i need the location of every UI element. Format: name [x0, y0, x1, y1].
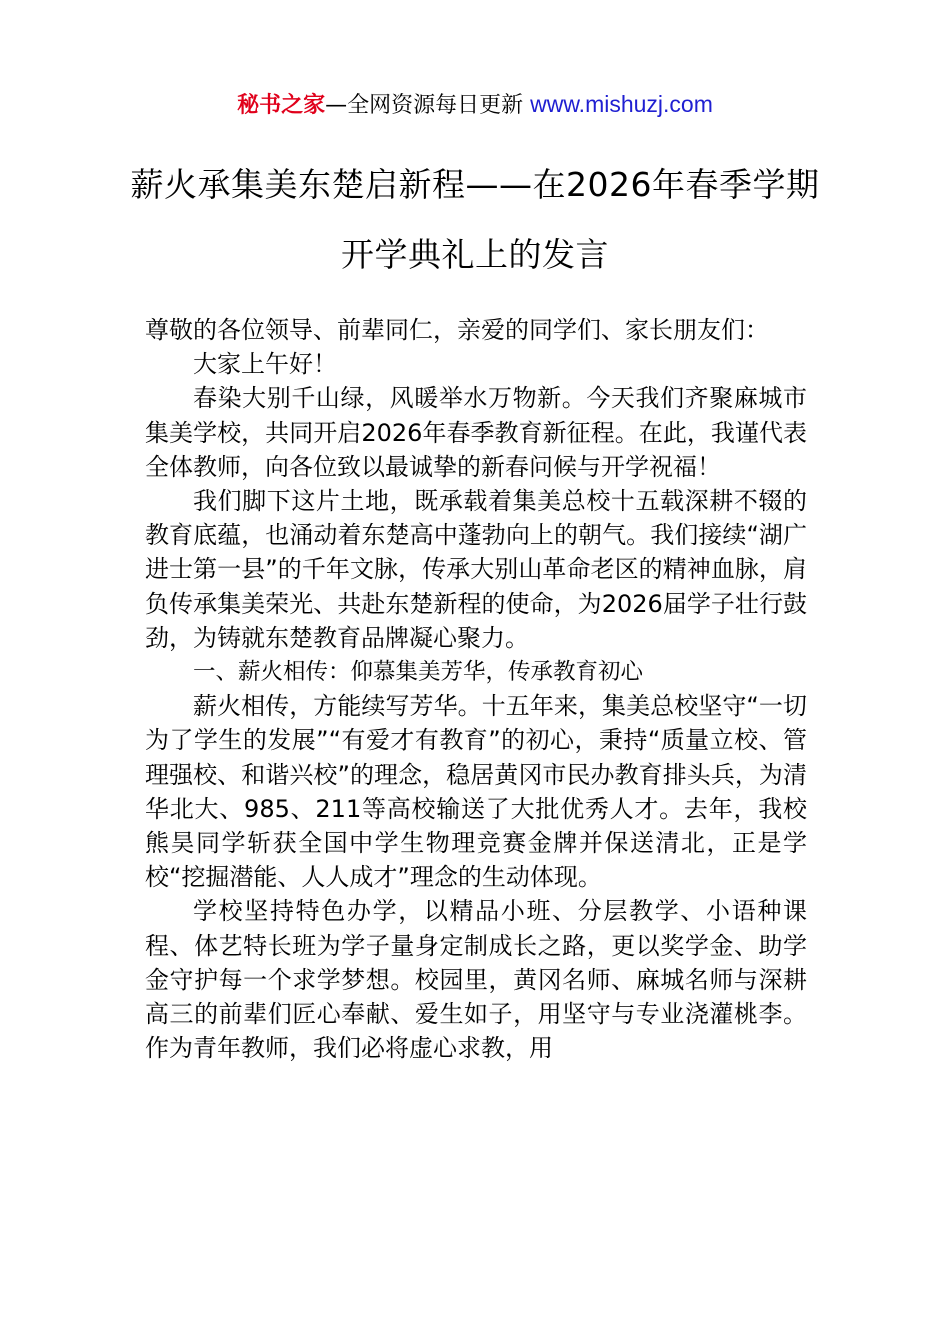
header-tagline: —全网资源每日更新	[325, 93, 531, 118]
watermark-header	[0, 88, 950, 122]
brand-name: 秘书之家	[237, 93, 326, 118]
greeting-paragraph: 大家上午好！	[193, 350, 337, 379]
body-paragraph: 我们脚下这片土地，既承载着集美总校十五载深耕不辍的教育底蕴，也涌动着东楚高中蓬勃向上的朝气。我们接续“湖广进士第一县”的千年文脉，传承大别山革命老区的精神血脉，肩负传承集美荣光、共赴东楚新程的使命，为2026届学子壮行鼓劲，为铸就东楚教育品牌凝心聚力。	[145, 487, 807, 652]
document-title: 薪火承集美东楚启新程——在2026年春季学期开学典礼上的发言	[130, 165, 820, 274]
section-heading: 一、薪火相传：仰慕集美芳华，传承教育初心	[193, 659, 644, 686]
body-paragraph: 春染大别千山绿，风暖举水万物新。今天我们齐聚麻城市集美学校，共同开启2026年春季教育新征程。在此，我谨代表全体教师，向各位致以最诚挚的新春问候与开学祝福！	[145, 384, 807, 481]
body-paragraph: 学校坚持特色办学，以精品小班、分层教学、小语种课程、体艺特长班为学子量身定制成长之路，更以奖学金、助学金守护每一个求学梦想。校园里，黄冈名师、麻城名师与深耕高三的前辈们匠心奉献、爱生如子，用坚守与专业浇灌桃李。作为青年教师，我们必将虚心求教，用	[145, 897, 807, 1063]
document-body	[145, 313, 807, 1065]
site-url-link[interactable]: www.mishuzj.com	[530, 91, 713, 117]
salutation-paragraph: 尊敬的各位领导、前辈同仁，亲爱的同学们、家长朋友们：	[145, 316, 769, 344]
body-paragraph: 薪火相传，方能续写芳华。十五年来，集美总校坚守“一切为了学生的发展”“有爱才有教育”的初心，秉持“质量立校、管理强校、和谐兴校”的理念，稳居黄冈市民办教育排头兵，为清华北大、985、211等高校输送了大批优秀人才。去年，我校熊昊同学斩获全国中学生物理竞赛金牌并保送清北，正是学校“挖掘潜能、人人成才”理念的生动体现。	[145, 692, 807, 892]
